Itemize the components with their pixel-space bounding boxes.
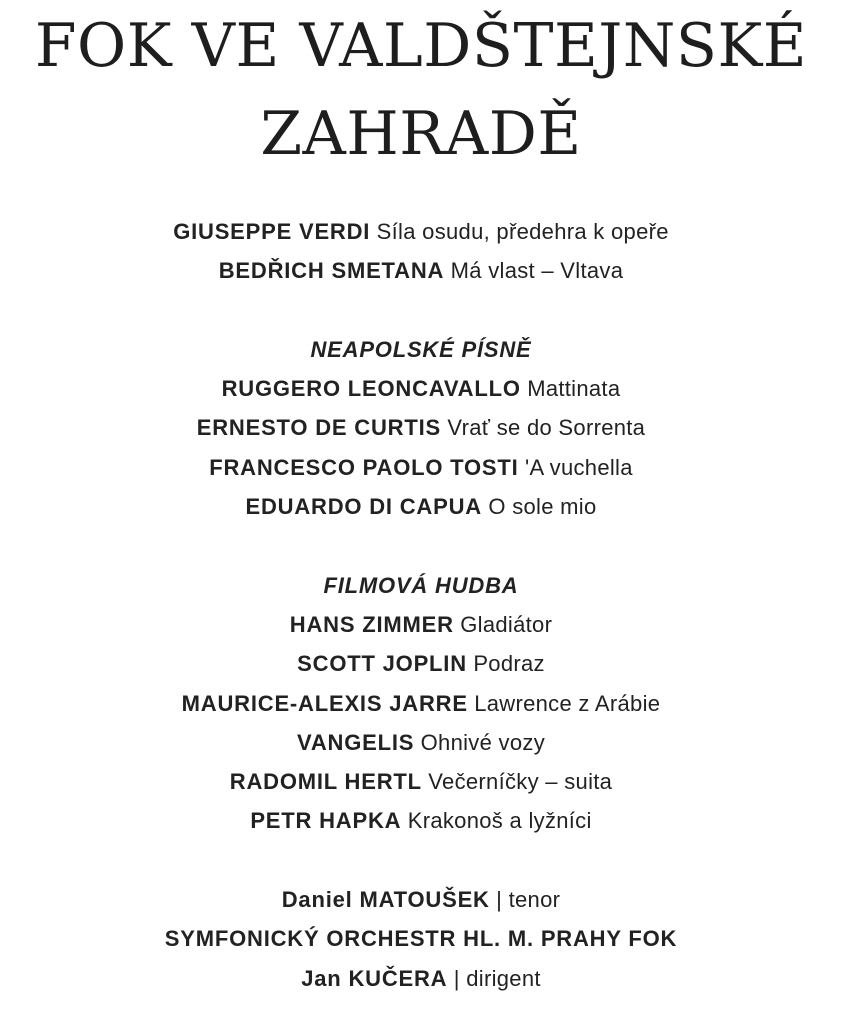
section-gap <box>0 841 842 880</box>
performer-name <box>282 887 490 912</box>
composer-name: EDUARDO DI CAPUA <box>245 494 482 520</box>
composer-name: ERNESTO DE CURTIS <box>196 415 441 441</box>
performer-tenor <box>0 880 842 919</box>
page-title <box>0 0 842 178</box>
performer-orchestra <box>0 919 842 958</box>
work-title: Gladiátor <box>460 611 553 637</box>
performer-first-name: Daniel <box>281 887 353 913</box>
work-title: Podraz <box>473 651 545 677</box>
program-item-hapka <box>0 801 842 840</box>
work-title: Má vlast – Vltava <box>450 258 624 284</box>
section-heading-neapolitan: NEAPOLSKÉ PÍSNĚ <box>310 336 532 362</box>
section-gap <box>0 291 842 330</box>
program-item-di-capua <box>0 487 842 526</box>
program-item-leoncavallo <box>0 369 842 408</box>
composer-name: FRANCESCO PAOLO TOSTI <box>209 454 519 480</box>
orchestra-name: SYMFONICKÝ ORCHESTR HL. M. PRAHY FOK <box>164 926 678 952</box>
composer-name: MAURICE-ALEXIS JARRE <box>181 690 468 716</box>
work-title: Lawrence z Arábie <box>474 690 661 716</box>
composer-name: RADOMIL HERTL <box>229 769 422 795</box>
composer-name: HANS ZIMMER <box>289 611 454 637</box>
work-title: Krakonoš a lyžníci <box>407 808 592 834</box>
program-list <box>0 212 842 998</box>
title-line-1: FOK VE VALDŠTEJNSKÉ <box>34 11 808 81</box>
program-item-jarre <box>0 684 842 723</box>
program-item-verdi <box>0 212 842 251</box>
composer-name: BEDŘICH SMETANA <box>218 258 445 284</box>
performer-last-name: KUČERA <box>348 965 448 991</box>
work-title: 'A vuchella <box>524 454 633 480</box>
section-gap <box>0 526 842 565</box>
performer-last-name: MATOUŠEK <box>359 887 490 913</box>
work-title: Vrať se do Sorrenta <box>447 415 646 441</box>
performer-name <box>301 966 447 991</box>
performer-first-name: Jan <box>301 965 342 991</box>
section-heading-film: FILMOVÁ HUDBA <box>323 572 519 598</box>
role-separator: | <box>496 887 503 913</box>
work-title: Večerníčky – suita <box>428 769 613 795</box>
composer-name: SCOTT JOPLIN <box>297 651 467 677</box>
program-item-joplin <box>0 644 842 683</box>
work-title: O sole mio <box>488 494 597 520</box>
composer-name: GIUSEPPE VERDI <box>173 219 371 244</box>
composer-name: PETR HAPKA <box>250 808 402 834</box>
work-title: Mattinata <box>527 376 621 402</box>
program-item-vangelis <box>0 723 842 762</box>
program-item-zimmer <box>0 605 842 644</box>
program-item-de-curtis <box>0 408 842 447</box>
performer-conductor <box>0 959 842 998</box>
work-title: Síla osudu, předehra k opeře <box>376 219 669 244</box>
program-item-hertl <box>0 762 842 801</box>
performer-role: tenor <box>508 887 561 913</box>
performer-role: dirigent <box>466 965 541 991</box>
work-title: Ohnivé vozy <box>420 729 545 755</box>
program-item-tosti <box>0 448 842 487</box>
role-separator: | <box>453 965 460 991</box>
title-line-2: ZAHRADĚ <box>260 99 582 169</box>
program-item-smetana <box>0 251 842 290</box>
composer-name: VANGELIS <box>296 729 415 755</box>
composer-name: RUGGERO LEONCAVALLO <box>221 376 521 402</box>
